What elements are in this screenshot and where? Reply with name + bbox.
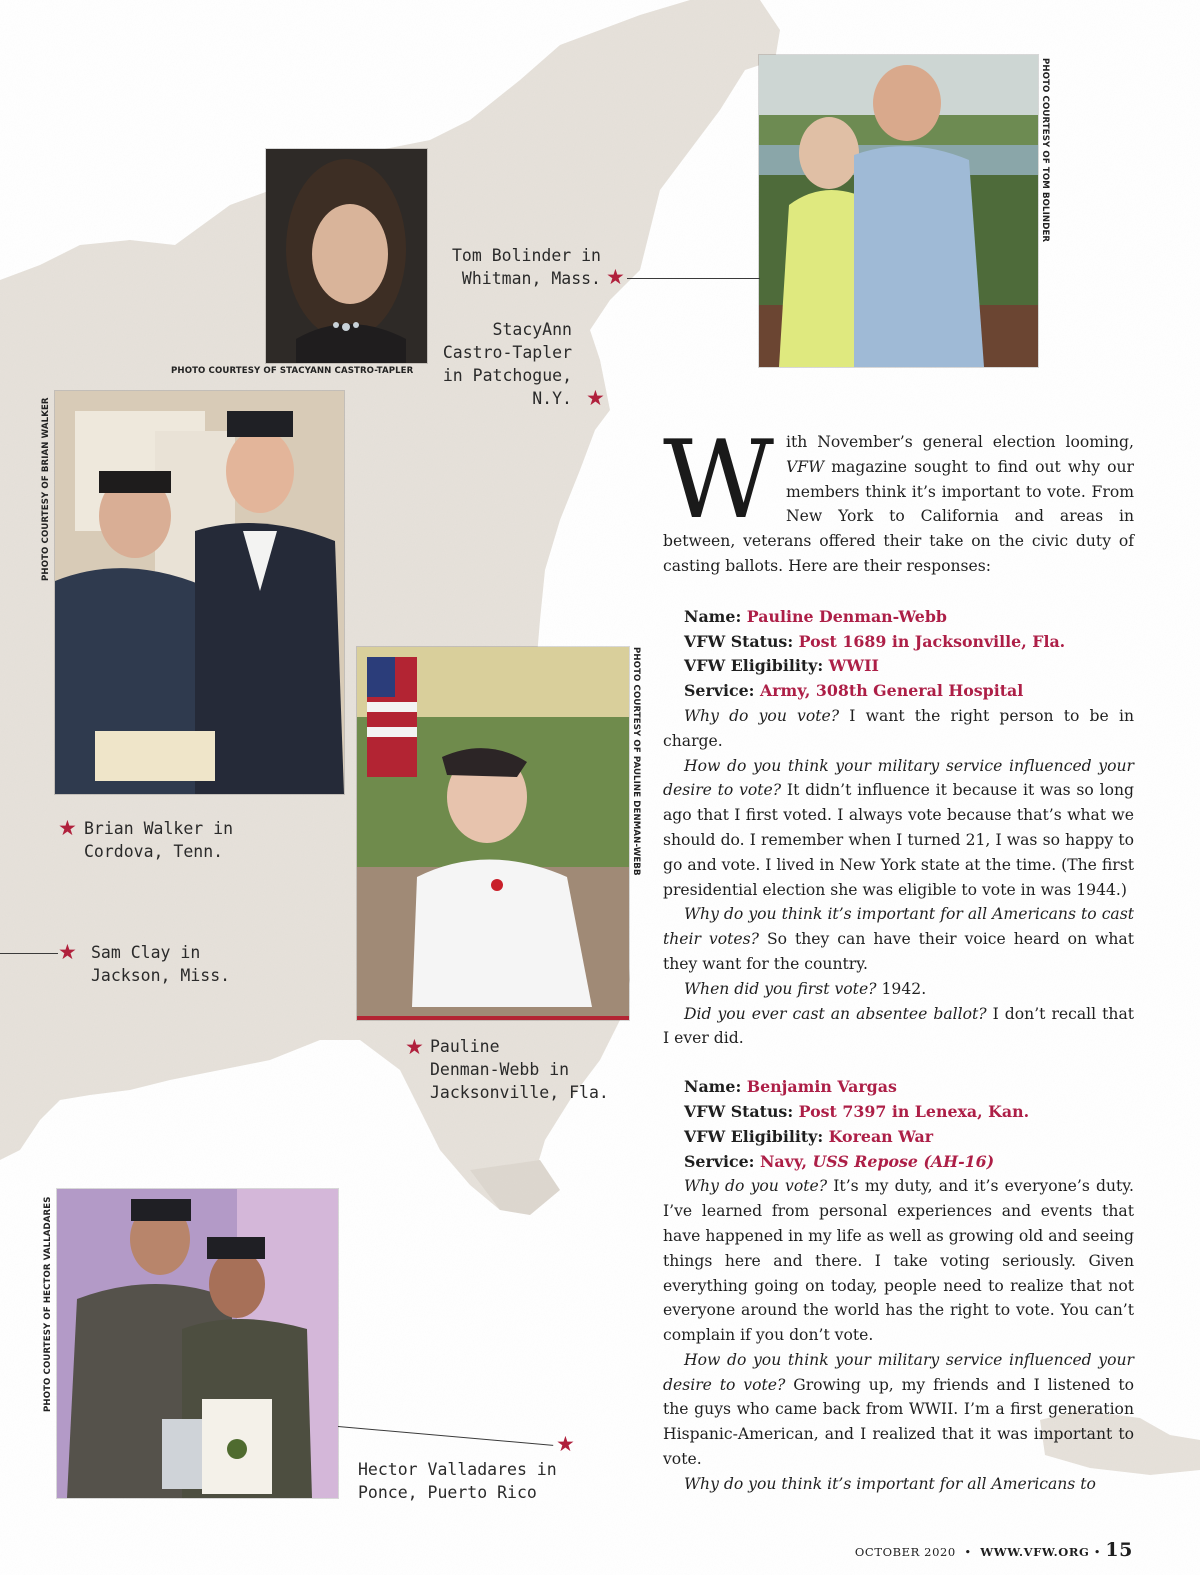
photo-hector-valladares <box>57 1189 338 1498</box>
star-icon: ★ <box>586 386 605 410</box>
caption-pauline: Pauline Denman-Webb in Jacksonville, Fla. <box>430 1037 609 1102</box>
photo-stacyann-castro-tapler <box>266 149 427 363</box>
profile-fields: Name: Benjamin Vargas VFW Status: Post 7397 in Lenexa, Kan. VFW Eligibility: Korean War Service: Navy, USS Repose (AH-16) <box>684 1077 1030 1171</box>
star-icon: ★ <box>58 816 77 840</box>
qa-paragraph: Why do you vote? It’s my duty, and it’s everyone’s duty. I’ve learned from personal experiences and events that have happened in my life as well as growing old and seeing things here and there. I take voting seriously. Given everything going on today, people need to realize that not everyone around the world has the right to vote. You can’t complain if you don’t vote. <box>663 1177 1134 1345</box>
caption-brian-walker: Brian Walker in Cordova, Tenn. <box>84 819 234 861</box>
credit-brian-walker: PHOTO COURTESY OF BRIAN WALKER <box>41 397 51 581</box>
caption-hector-valladares: Hector Valladares in Ponce, Puerto Rico <box>358 1460 557 1502</box>
page-number: 15 <box>1105 1539 1133 1561</box>
star-icon: ★ <box>556 1432 575 1456</box>
caption-sam-clay: Sam Clay in Jackson, Miss. <box>91 943 231 985</box>
qa-paragraph: Why do you vote? I want the right person to be in charge. <box>663 706 1134 750</box>
page-footer: OCTOBER 2020 • WWW.VFW.ORG • 15 <box>854 1539 1133 1561</box>
photo-brian-walker <box>55 391 344 794</box>
star-icon: ★ <box>58 940 77 964</box>
star-icon: ★ <box>606 265 625 289</box>
qa-paragraph: How do you think your military service influenced your desire to vote? It didn’t influence it because it was so long ago that I first voted. I always vote because that’s what we should do. I remember when I turned 21, I was so happy to go and vote. I lived in New York state at the time. (The first presidential election she was eligible to vote in was 1944.) <box>663 756 1134 899</box>
caption-tom-bolinder: Tom Bolinder in Whitman, Mass. <box>451 246 601 288</box>
qa-paragraph: Did you ever cast an absentee ballot? I don’t recall that I ever did. <box>663 1004 1135 1048</box>
credit-stacyann: PHOTO COURTESY OF STACYANN CASTRO-TAPLER <box>171 366 414 376</box>
leader-line-tom <box>627 278 760 279</box>
article-body <box>663 418 1135 1497</box>
profile-fields: Name: Pauline Denman-Webb VFW Status: Post 1689 in Jacksonville, Fla. VFW Eligibility: WWII Service: Army, 308th General Hospital <box>684 606 1066 701</box>
photo-pauline-denman-webb <box>357 647 629 1020</box>
qa-paragraph: How do you think your military service influenced your desire to vote? Growing up, my friends and I listened to the guys who came back from WWII. I’m a first generation Hispanic-American, and I realized that it was important to vote. <box>663 1350 1134 1469</box>
qa-paragraph: Why do you think it’s important for all Americans to <box>684 1474 1096 1493</box>
caption-stacyann: StacyAnn Castro-Tapler in Patchogue, N.Y. <box>442 320 572 408</box>
leader-line-sam <box>0 953 58 954</box>
intro-paragraph: With November’s general election looming, VFW magazine sought to find out why our members think it’s important to vote. From New York to California and areas in between, veterans offered their take on the civic duty of casting ballots. Here are their responses: <box>663 418 1134 575</box>
star-icon: ★ <box>405 1035 424 1059</box>
photo-tom-bolinder <box>759 55 1038 367</box>
credit-tom-bolinder: PHOTO COURTESY OF TOM BOLINDER <box>1040 58 1050 243</box>
drop-cap: W <box>663 418 775 543</box>
qa-paragraph: When did you first vote? 1942. <box>684 979 927 998</box>
credit-pauline: PHOTO COURTESY OF PAULINE DENMAN-WEBB <box>631 647 641 876</box>
qa-paragraph: Why do you think it’s important for all Americans to cast their votes? So they can have their voice heard on what they want for the country. <box>663 905 1134 973</box>
credit-hector-valladares: PHOTO COURTESY OF HECTOR VALLADARES <box>43 1196 53 1412</box>
